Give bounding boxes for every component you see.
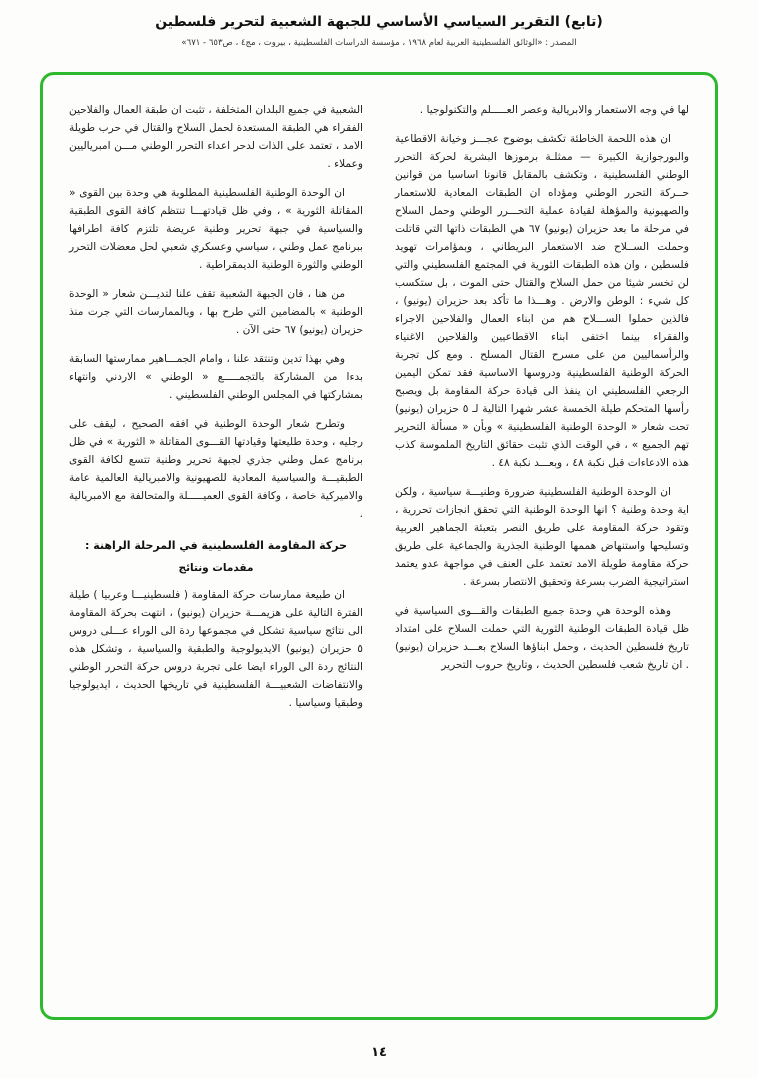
document-title: (تابع) التقرير السياسي الأساسي للجبهة الشعبية لتحرير فلسطين — [155, 14, 603, 30]
paragraph: وهذه الوحدة هي وحدة جميع الطبقات والقـــوى السياسية في ظل قيادة الطبقات الوطنية الثورية التي حملت السلاح على امتداد تاريخ فلسطين الحديث ، وحمل ابناؤها السلاح بعـــد حزيران (يونيو) . ان تاريخ شعب فلسطين الحديث ، وتاريخ حروب التحرير — [395, 605, 689, 671]
paragraph: وتطرح شعار الوحدة الوطنية في افقه الصحيح ، ليقف على رجليه ، وحدة طليعتها وقيادتها القـــوى المقاتلة « الثورية » في ظل برنامج عمل وطني جذري لجبهة تحرير وطنية تتسع لكافة القوى الطبقيـــة والسياسية المعادية للصهيونية والامبريالية العالمية عامة والاميركية خاصة ، وكافة القوى العميـــــلة والمتحالفة مع الامبريالية . — [69, 418, 363, 520]
section-subheading: مقدمات ونتائج — [178, 562, 254, 574]
paragraph: ان طبيعة ممارسات حركة المقاومة ( فلسطينيـــا وعربيا ) طيلة الفترة التالية على هزيمـــة حزيران (يونيو) ، انتهت بحركة المقاومة الى نتائج سياسية تشكل في مجموعها ردة الى الوراء عـــلى دروس ٥ حزيران (يونيو) الايديولوجية والطبقية والسياسية ، وتشكل هذه النتائج ردة الى الوراء ايضا على تجربة دروس حركة التحرر الوطني والانتفاضات الشعبيـــة الفلسطينية في تاريخها الحديث ، ايديولوجيا وطبقيا وسياسيا . — [69, 589, 363, 709]
content-frame — [40, 72, 718, 1020]
paragraph: ان الوحدة الوطنية الفلسطينية المطلوبة هي وحدة بين القوى « المقاتلة الثورية » ، وفي ظل قيادتهـــا تنتظم كافة القوى الطبقية والسياسية في جبهة تحرير وطنية عريضة تلتزم كافة اطرافها ببرنامج عمل وطني ، سياسي وعسكري شعبي لحل معضلات التحرر الوطني والثورة الوطنية الديمقراطية . — [69, 187, 363, 271]
left-column — [69, 101, 363, 997]
document-header — [0, 0, 758, 48]
paragraph: الشعبية في جميع البلدان المتخلفة ، تثبت ان طبقة العمال والفلاحين الفقراء هي الطبقة المستعدة لحمل السلاح والقتال في حرب طويلة الامد ، تعتمد على الذات لدحر اعداء التحرر الوطني مـــن امبرياليين وعملاء . — [69, 104, 363, 170]
two-column-layout — [69, 101, 689, 997]
paragraph: ان الوحدة الوطنية الفلسطينية ضرورة وطنيـــة سياسية ، ولكن اية وحدة وطنية ؟ انها الوحدة الوطنية التي تحقق انجازات تحررية ، وتقود حركة المقاومة على طريق النصر بتعبئة الجماهير العربية وتسليحها واستنهاض هممها الوطنية الجذرية والجماعية على طريق حركة مقاومة طويلة الامد تعتمد على العنف في مواجهة عدو يعتمد استراتيجية الضرب بسرعة وتحقيق الانتصار بسرعة . — [395, 486, 689, 588]
paragraph: من هنا ، فان الجبهة الشعبية تقف علنا لتديـــن شعار « الوحدة الوطنية » بالمضامين التي طرح بها ، وبالممارسات التي جرت منذ حزيران (يونيو) ٦٧ حتى الآن . — [69, 288, 363, 336]
right-column — [395, 101, 689, 997]
page-number: ١٤ — [371, 1045, 387, 1060]
document-footer — [0, 1041, 758, 1060]
paragraph: ان هذه اللحمة الخاطئة تكشف بوضوح عجـــز وخيانة الاقطاعية والبورجوازية الكبيرة — ممثلـة برموزها البشرية لحركة التحرر الوطني الفلسطينية ، وتكشف بالمقابل قانونا اساسيا من قوانين حــركة التحرر الوطني ومؤداه ان الطبقات المعادية للاستعمار والصهيونية والمؤهلة لقيادة عملية التحـــرر الوطني وحمل السلاح في مرحلة ما بعد حزيران (يونيو) ٦٧ هي الطبقات ذاتها التي قاتلت وحملت الســلاح ضد الاستعمار البريطاني ، وبمؤامرات تهويد فلسطين ، وان هذه الطبقات الثورية في المجتمع الفلسطيني والتي لن تخسر شيئا من حمل السلاح والقتال حتى الموت ، بل ستكسب كل شيء : الوطن والارض . وهـــذا ما تأكد بعد حزيران (يونيو) ، فالذين حملوا الســـلاح هم من ابناء العمال والفلاحين الاجراء والفقراء بينما اختفى ابناء الاقطاعيين والفلاحين الاغنياء والرأسماليين من على مسرح القتال المسلح . ومع كل تجربة الحركة الوطنية الفلسطينية ودروسها الاساسية فقد تمكن اليمين الرجعي الفلسطيني ان ينفذ الى قيادة حركة المقاومة بل ويصبح رأسها المتحكم طيلة الخمسة عشر شهرا التالية لـ ٥ حزيران (يونيو) تحت شعار « الوحدة الوطنية الفلسطينية » وبأن « مسألة التحرير تهم الجميع » ، في الوقت الذي تثبت حقائق التاريخ الملموسة كذب هذه الادعاءات قبل نكبة ٤٨ ، وبعـــد نكبة ٤٨ . — [395, 133, 690, 469]
source-line: المصدر : «الوثائق الفلسطينية العربية لعام ١٩٦٨ ، مؤسسة الدراسات الفلسطينية ، بيروت ، مج٤ ، ص٦٥٣ - ٦٧١» — [181, 38, 577, 48]
paragraph: وهي بهذا تدين وتنتقد علنا ، وامام الجمـــاهير ممارستها السابقة بدءا من المشاركة بالتجمـــــع « الوطني » الاردني وانتهاء بمشاركتها في المجلس الوطني الفلسطيني . — [69, 353, 363, 401]
paragraph: لها في وجه الاستعمار والابريالية وعصر العـــــلم والتكنولوجيا . — [419, 104, 689, 116]
section-heading: حركة المقاومة الفلسطينية في المرحلة الراهنة : — [84, 539, 348, 552]
